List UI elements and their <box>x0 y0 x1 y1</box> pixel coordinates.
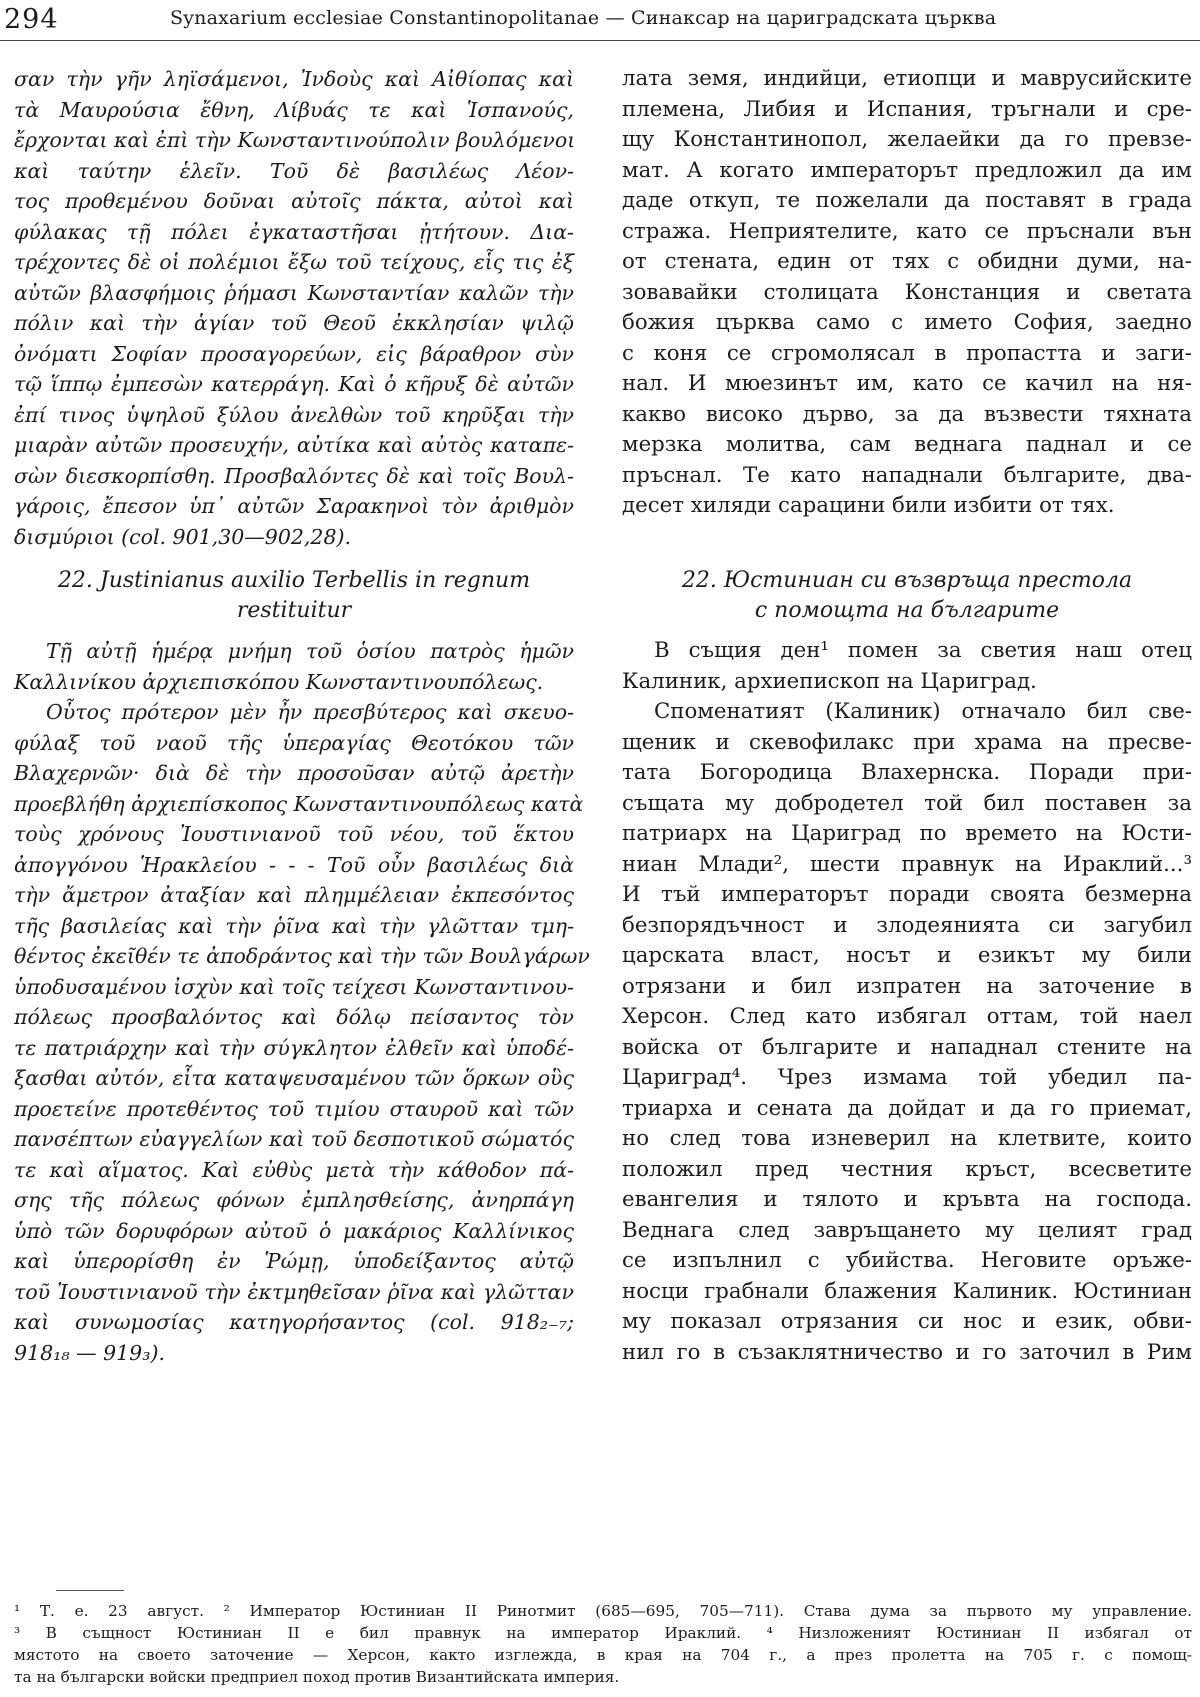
text-line: τοὺς χρόνους Ἰουστινιανοῦ τοῦ νέου, τοῦ ἕκτου <box>14 822 574 846</box>
text-line: нал. И мюезинът им, като се качил на ня- <box>622 371 1192 396</box>
text-line: евангелия и тялото и кръвта на господа. <box>622 1187 1192 1212</box>
text-line: καὶ ταύτην ἑλεῖν. Τοῦ δὲ βασιλέως Λέον- <box>14 158 574 183</box>
text-line: ἐπί τινος ὑψηλοῦ ξύλου ἀνελθὼν τοῦ κηρῦξαι τὴν <box>14 402 574 427</box>
text-line: ¹ Т. е. 23 август. ² Император Юстиниан II Ринотмит (685—695, 705—711). Става дума за първото му управление. <box>14 1602 1192 1620</box>
page-header <box>0 0 1200 44</box>
bulgarian-body <box>622 697 1192 1368</box>
text-line: ὑποδυσαμένου ἰσχὺν καὶ τοῖς τείχεσι Κωνσταντινου- <box>14 974 574 999</box>
text-line: мястото на своето заточение — Херсон, както изглежда, в края на 704 г., а през пролетта на 705 г. с помощ- <box>14 1646 1192 1664</box>
text-line: патриарх на Цариград по времето на Юсти- <box>622 821 1192 846</box>
text-line: пръснал. Те като нападнали българите, два- <box>622 462 1192 488</box>
text-line: ἀπογγόνου Ἡρακλείου - - - Τοῦ οὖν βασιλέως διὰ <box>14 852 574 877</box>
text-line: μιαρὰν αὐτῶν προσευχήν, αὐτίκα καὶ αὐτὸς καταπε- <box>14 433 574 457</box>
text-line: Цариград⁴. Чрез измама той убедил па- <box>622 1065 1192 1090</box>
text-line: Οὗτος πρότερον μὲν ἦν πρεσβύτερος καὶ σκευο- <box>46 700 574 724</box>
text-line: нил го в съзаклятничество и го заточил в Рим <box>622 1339 1192 1365</box>
text-line: τῆς βασιλείας καὶ τὴν ῥῖνα καὶ τὴν γλῶτταν τμη- <box>14 913 574 938</box>
text-line: И тъй императорът поради своята безмерна <box>622 882 1192 907</box>
running-title: Synaxarium ecclesiae Constantinopolitanae — Синаксар на цариградската църква <box>170 7 997 29</box>
text-line: божия църква само с името София, заедно <box>622 310 1192 335</box>
page-number: 294 <box>4 4 59 35</box>
text-line: γάροις, ἔπεσον ὑπ᾿ αὐτῶν Σαρακηνοὶ τὸν ἀριθμὸν <box>14 494 574 518</box>
text-line: θέντος ἐκεῖθέν τε ἀποδράντος καὶ τὴν τῶν Βουλγάρων <box>14 944 590 968</box>
text-line: Τῇ αὐτῇ ἡμέρᾳ μνήμη τοῦ ὁσίου πατρὸς ἡμῶν <box>46 639 574 663</box>
footnotes <box>14 1600 1192 1688</box>
text-line: триарха и сената да дойдат и да го приемат, <box>622 1095 1192 1121</box>
bulgarian-text-section-22 <box>622 636 1192 1368</box>
text-line: Καλλινίκου ἀρχιεπισκόπου Κωνσταντινουπόλεως. <box>14 669 544 694</box>
text-line: καὶ συνωμοσίας κατηγορήσαντος (col. 918₂₋₇; <box>14 1310 574 1334</box>
text-line: ³ В същност Юстиниан II е бил правнук на император Ираклий. ⁴ Низложеният Юстиниан II избягал от <box>14 1624 1192 1642</box>
text-line: προεβλήθη ἀρχιεπίσκοπος Κωνσταντινουπόλεως κατὰ <box>14 791 584 816</box>
text-line: δισμύριοι (col. 901,30—902,28). <box>14 524 352 549</box>
bulgarian-heading-line-2: с помощта на българите <box>754 598 1060 623</box>
text-line: φύλακας τῇ πόλει ἐγκαταστῆσαι ᾐτήτουν. Δια- <box>14 219 574 244</box>
text-line: му показал отрязания си нос и език, обви- <box>622 1309 1192 1334</box>
text-line: πανσέπτων εὐαγγελίων καὶ τοῦ δεσποτικοῦ σώματός <box>14 1127 574 1151</box>
text-line: щеник и скевофилакс при храма на пресве- <box>622 729 1192 755</box>
text-line: войска от българите и нападнал стените на <box>622 1034 1192 1060</box>
greek-body <box>14 697 590 1368</box>
text-line: τε καὶ αἵματος. Καὶ εὐθὺς μετὰ τὴν κάθοδον πά- <box>14 1157 574 1182</box>
text-line: лата земя, индийци, етиопци и маврусийските <box>622 66 1192 91</box>
latin-heading-line-1: 22. Justinianus auxilio Terbellis in regnum <box>57 568 531 593</box>
latin-section-heading <box>14 566 574 626</box>
text-line: зовавайки столицата Констанция и светата <box>622 279 1192 305</box>
text-line: царската власт, носът и езикът му били <box>622 943 1192 968</box>
text-line: та на български войски предприел поход против Византийската империя. <box>14 1668 620 1686</box>
text-line: Βλαχερνῶν· διὰ δὲ τὴν προσοῦσαν αὐτῷ ἀρετὴν <box>14 761 574 785</box>
latin-heading-line-2: restituitur <box>236 598 352 623</box>
text-line: от стената, един от тях с обидни думи, на- <box>622 249 1192 274</box>
text-line: προετείνε προτεθέντος τοῦ τιμίου σταυροῦ καὶ τῶν <box>14 1096 574 1121</box>
text-line: ниан Млади², шести правнук на Ираклий...³ <box>622 851 1192 877</box>
text-line: 918₁₈ — 919₃). <box>14 1340 165 1365</box>
text-line: σὼν διεσκορπίσθη. Προσβαλόντες δὲ καὶ τοῖς Βουλ- <box>14 463 574 488</box>
greek-passage-top <box>14 64 574 552</box>
text-line: τὴν ἄμετρον ἀταξίαν καὶ πλημμέλειαν ἐκπεσόντος <box>14 883 574 907</box>
text-line: какво високо дърво, за да възвести тяхната <box>622 401 1192 427</box>
text-line: τρέχοντες δὲ οἱ πολέμιοι ἔξω τοῦ τείχους, εἷς τις ἐξ <box>14 250 574 274</box>
text-line: τὰ Μαυρούσια ἔθνη, Λίβυάς τε καὶ Ἱσπανούς, <box>14 97 574 122</box>
text-line: десет хиляди сарацини били избити от тях. <box>622 493 1115 518</box>
text-line: τος προθεμένου δοῦναι αὐτοῖς πάκτα, αὐτοὶ καὶ <box>14 189 574 213</box>
text-line: се изпълнил с убийства. Неговите оръже- <box>622 1248 1192 1273</box>
text-line: тата Богородица Влахернска. Поради при- <box>622 760 1192 785</box>
bulgarian-heading-line-1: 22. Юстиниан си възвръща престола <box>681 568 1133 593</box>
text-line: τοῦ Ἰουστινιανοῦ τὴν ἐκτμηθεῖσαν ῥῖνα καὶ γλῶτταν <box>14 1279 574 1304</box>
text-line: положил пред честния кръст, всесветите <box>622 1156 1192 1182</box>
bulgarian-section-heading <box>622 566 1192 626</box>
text-line: Споменатият (Калиник) отначало бил све- <box>654 699 1192 724</box>
text-line: ξασθαι αὐτόν, εἶτα καταψευσαμένου τῶν ὅρκων οὓς <box>14 1066 574 1090</box>
text-line: καὶ ὑπερορίσθη ἐν Ῥώμῃ, ὑποδείξαντος αὐτῷ <box>14 1249 574 1273</box>
text-line: мерзка молитва, сам веднага паднал и се <box>622 432 1192 457</box>
greek-text-section-22 <box>14 636 590 1368</box>
text-line: мат. А когато императорът предложил да им <box>622 157 1192 183</box>
text-line: φύλαξ τοῦ ναοῦ τῆς ὑπεραγίας Θεοτόκου τῶν <box>14 730 574 755</box>
text-line: В същия ден¹ помен за светия наш отец <box>654 638 1192 663</box>
text-line: но след това изневерил на клетвите, които <box>622 1126 1192 1151</box>
text-line: αὐτῶν βλασφήμοις ῥήμασι Κωνσταντίαν καλῶν τὴν <box>14 280 574 305</box>
text-line: πόλεως προσβαλόντος καὶ δόλῳ πείσαντος τὸν <box>14 1005 574 1029</box>
bulgarian-text-top <box>622 64 1192 522</box>
greek-intro <box>14 636 574 697</box>
text-line: щу Константинопол, желаейки да го превзе- <box>622 127 1192 152</box>
text-line: ἔρχονται καὶ ἐπὶ τὴν Κωνσταντινούπολιν βουλόμενοι <box>14 128 576 152</box>
footnote-rule <box>56 1590 124 1591</box>
text-line: с коня се сгромолясал в пропастта и заги- <box>622 340 1192 366</box>
text-line: πόλιν καὶ τὴν ἁγίαν τοῦ Θεοῦ ἐκκλησίαν ψιλῷ <box>14 311 574 335</box>
text-line: Веднага след завръщането му целият град <box>622 1217 1192 1243</box>
text-line: Херсон. След като избягал оттам, той наел <box>622 1004 1192 1029</box>
text-line: ὑπὸ τῶν δορυφόρων αὐτοῦ ὁ μακάριος Καλλίνικος <box>14 1218 574 1243</box>
text-line: носци грабнали блажения Калиник. Юстиниан <box>622 1278 1192 1304</box>
header-rule <box>0 40 1200 41</box>
text-line: племена, Либия и Испания, тръгнали и сре- <box>622 96 1192 122</box>
text-line: същата му добродетел той бил поставен за <box>622 790 1192 816</box>
text-line: Калиник, архиепископ на Цариград. <box>622 668 1037 694</box>
text-line: τῷ ἵππῳ ἐμπεσὼν κατερράγη. Καὶ ὁ κῆρυξ δὲ αὐτῶν <box>14 372 574 396</box>
text-line: стража. Неприятелите, като се пръснали вън <box>622 218 1192 244</box>
bulgarian-intro <box>622 636 1192 697</box>
greek-text-top <box>14 64 574 552</box>
bulgarian-passage-top <box>622 64 1192 522</box>
text-line: даде откуп, те пожелали да поставят в града <box>622 188 1192 213</box>
text-line: τε πατριάρχην καὶ τὴν σύγκλητον ἐλθεῖν καὶ ὑποδέ- <box>14 1035 574 1060</box>
text-line: ὀνόματι Σοφίαν προσαγορεύων, εἰς βάραθρον σὺν <box>14 341 574 366</box>
text-line: σης τῆς πόλεως φόνων ἐμπλησθείσης, ἀνηρπάγη <box>14 1188 574 1212</box>
text-line: σαν τὴν γῆν ληϊσάμενοι, Ἰνδοὺς καὶ Αἰθίοπας καὶ <box>14 67 574 91</box>
text-line: безпорядъчност и злодеянията си загубил <box>622 912 1192 938</box>
text-line: отрязани и бил изпратен на заточение в <box>622 973 1192 999</box>
